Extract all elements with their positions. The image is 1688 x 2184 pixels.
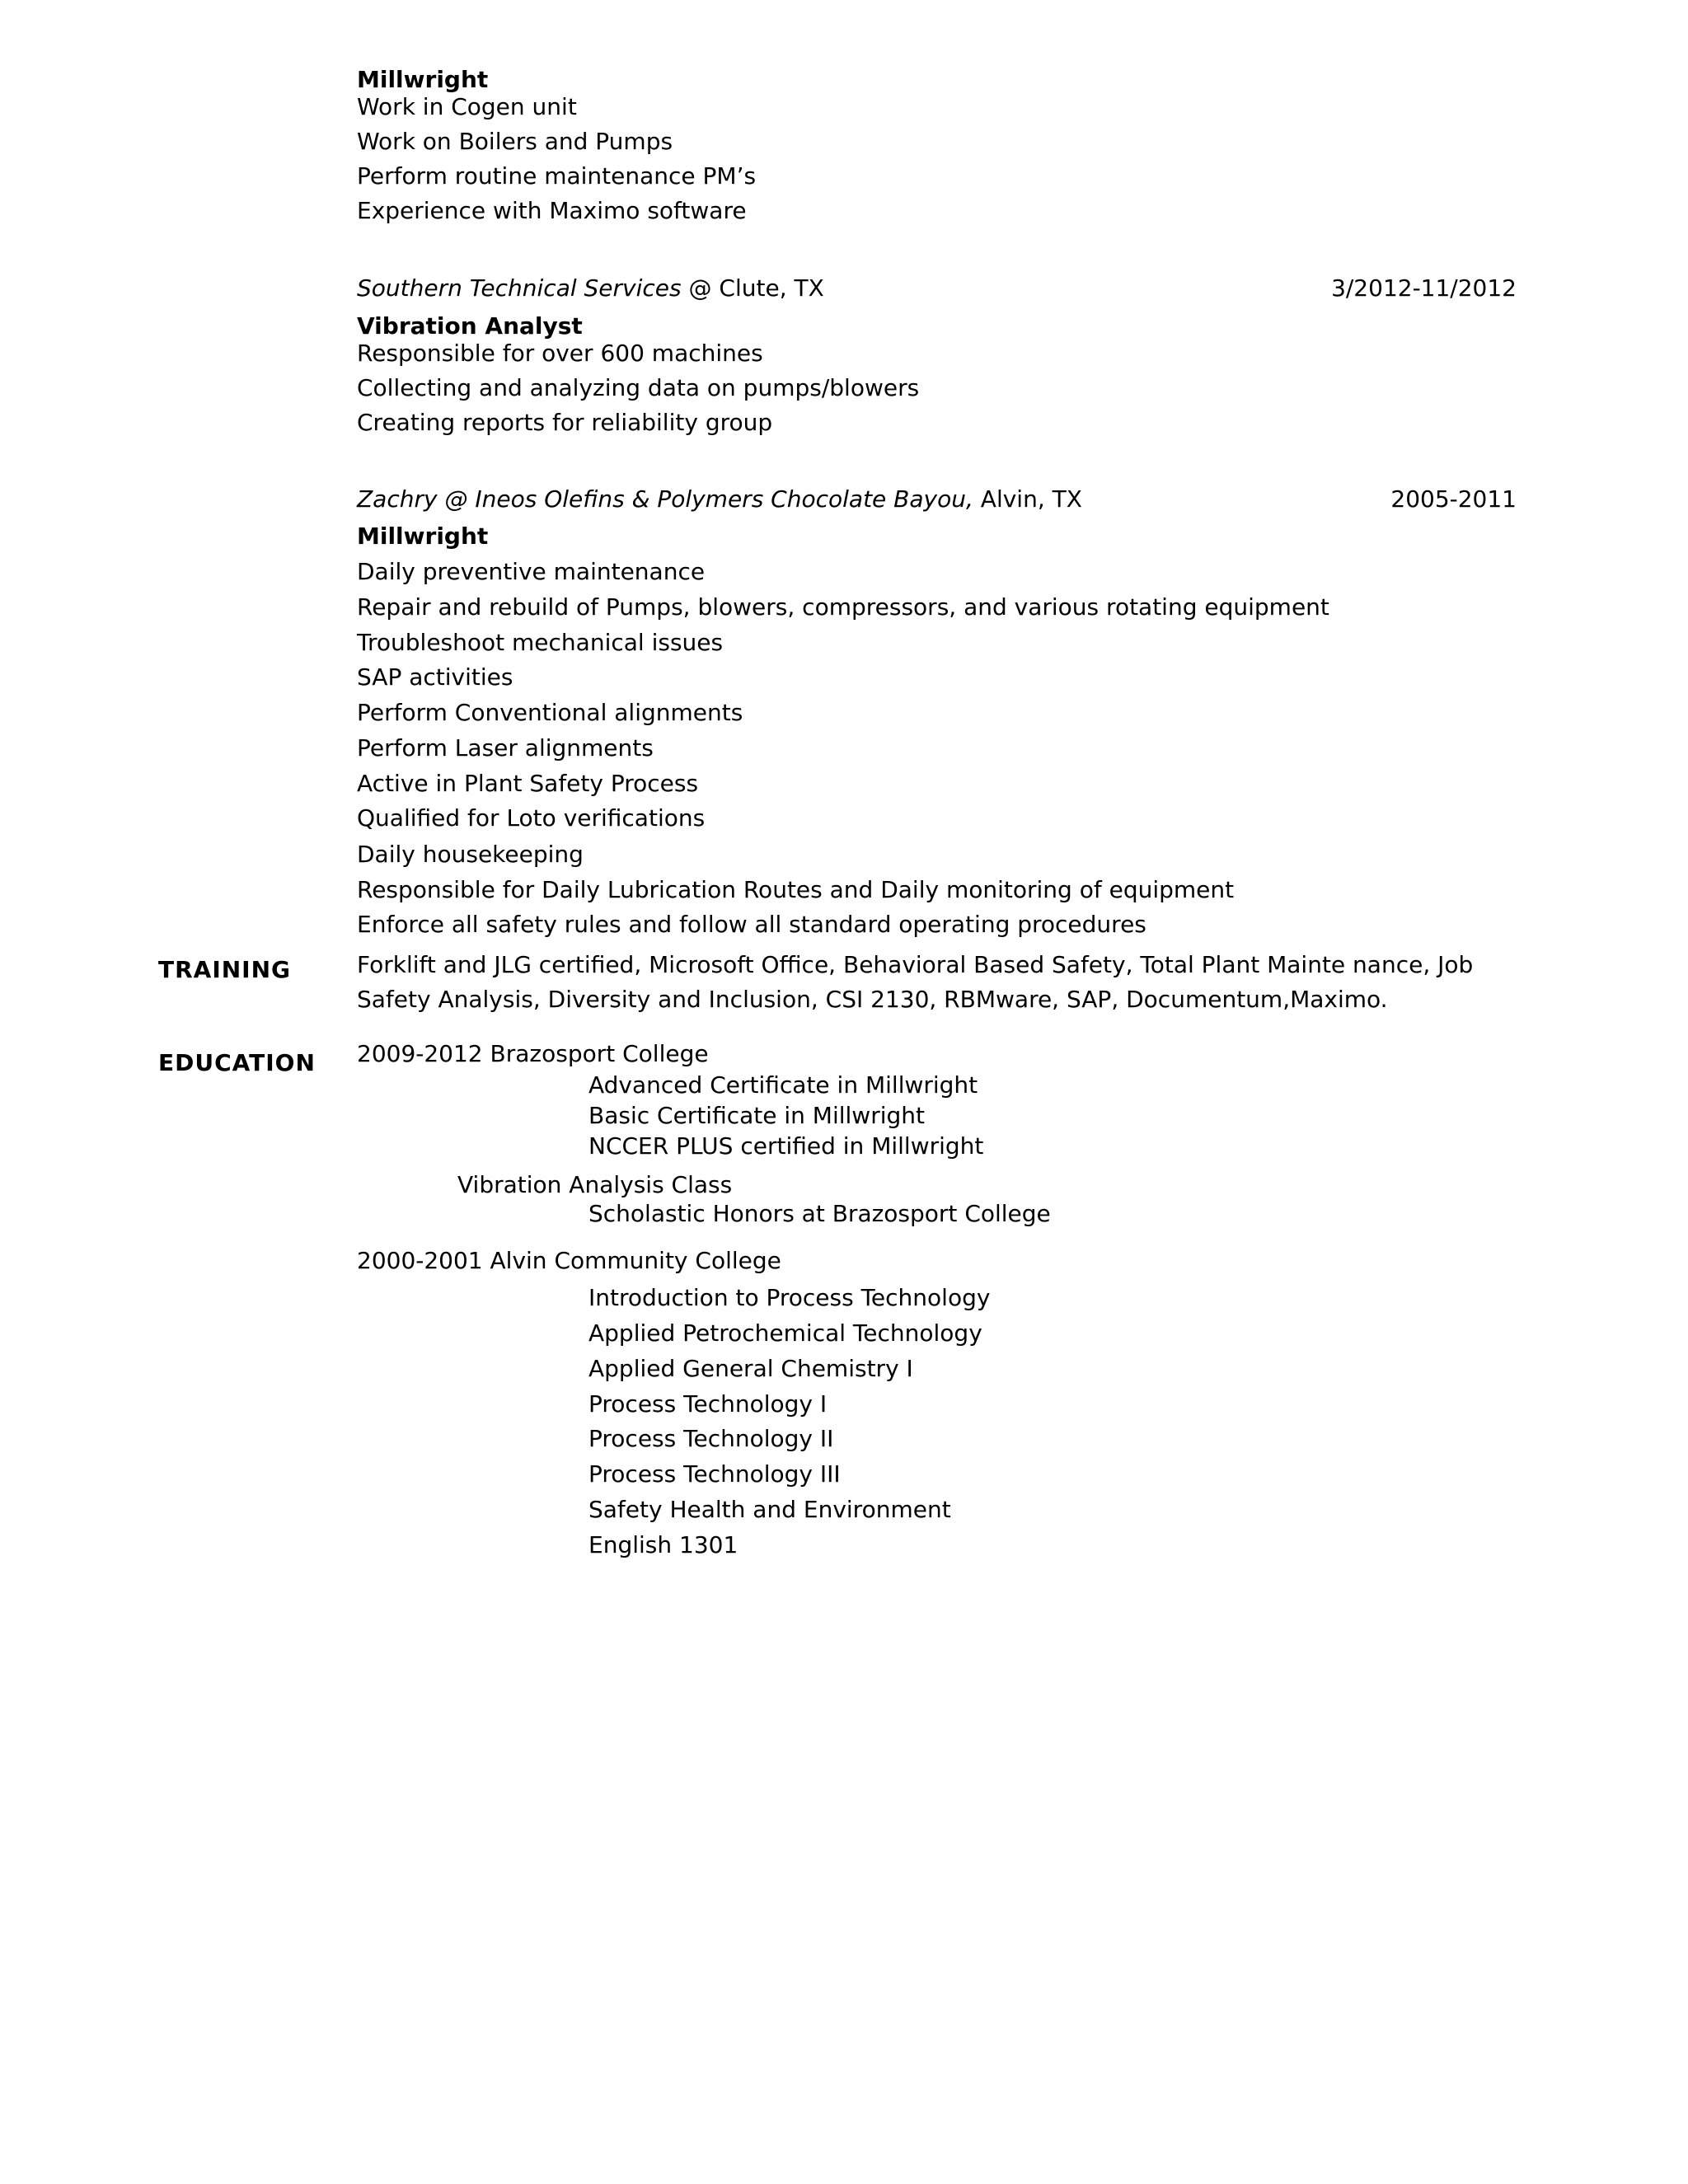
duty-item: Daily preventive maintenance xyxy=(357,558,706,585)
duty-item: Perform Conventional alignments xyxy=(357,699,743,726)
employer-line xyxy=(357,485,1082,513)
duty-item: Perform routine maintenance PM’s xyxy=(357,162,757,190)
education-item: Introduction to Process Technology xyxy=(588,1284,991,1311)
employer-location: Alvin, TX xyxy=(973,485,1082,513)
section-label-training: TRAINING xyxy=(158,956,292,983)
employer-line xyxy=(357,274,824,302)
education-item: Advanced Certificate in Millwright xyxy=(588,1071,978,1099)
training-text: Forklift and JLG certified, Microsoft Office, Behavioral Based Safety, Total Plant Mainte nance, Job Safety Analysis, Diversity and Inclusion, CSI 2130, RBMware, SAP, Documentum,Maximo. xyxy=(357,951,1474,1013)
education-item: Process Technology I xyxy=(588,1390,828,1418)
employer-location: @ Clute, TX xyxy=(681,274,824,302)
education-item: English 1301 xyxy=(588,1531,738,1558)
duty-item: Responsible for Daily Lubrication Routes and Daily monitoring of equipment xyxy=(357,876,1235,903)
education-item: Basic Certificate in Millwright xyxy=(588,1102,925,1129)
duty-item: Work in Cogen unit xyxy=(357,93,577,120)
job-title: Millwright xyxy=(357,523,489,550)
duty-item: Daily housekeeping xyxy=(357,841,584,868)
duty-item: Repair and rebuild of Pumps, blowers, compressors, and various rotating equipment xyxy=(357,593,1329,621)
duty-item: Experience with Maximo software xyxy=(357,197,747,224)
duty-item: Active in Plant Safety Process xyxy=(357,770,699,797)
duty-item: Perform Laser alignments xyxy=(357,734,654,762)
employer-name: Southern Technical Services xyxy=(357,274,682,302)
school-heading: 2009-2012 Brazosport College xyxy=(357,1040,709,1067)
duty-item: Work on Boilers and Pumps xyxy=(357,128,673,155)
education-item: Applied General Chemistry I xyxy=(588,1355,913,1382)
education-item: Safety Health and Environment xyxy=(588,1496,951,1523)
job-title: Millwright xyxy=(357,66,489,93)
duty-item: Enforce all safety rules and follow all standard operating procedures xyxy=(357,911,1146,938)
education-item: Scholastic Honors at Brazosport College xyxy=(588,1200,1051,1227)
duty-item: Troubleshoot mechanical issues xyxy=(357,629,724,656)
duty-item: Collecting and analyzing data on pumps/blowers xyxy=(357,374,920,401)
education-item: NCCER PLUS certified in Millwright xyxy=(588,1132,984,1160)
education-item: Applied Petrochemical Technology xyxy=(588,1319,982,1347)
duty-item: Qualified for Loto verifications xyxy=(357,804,706,832)
duty-item: Responsible for over 600 machines xyxy=(357,340,763,367)
school-heading: 2000-2001 Alvin Community College xyxy=(357,1247,781,1274)
education-subheading: Vibration Analysis Class xyxy=(457,1171,733,1198)
duty-item: SAP activities xyxy=(357,663,513,691)
employment-dates: 3/2012-11/2012 xyxy=(1331,274,1517,302)
employment-dates: 2005-2011 xyxy=(1390,485,1517,513)
employer-name: Zachry @ Ineos Olefins & Polymers Chocolate Bayou, xyxy=(357,485,973,513)
education-item: Process Technology III xyxy=(588,1460,841,1488)
job-title: Vibration Analyst xyxy=(357,312,583,340)
duty-item: Creating reports for reliability group xyxy=(357,409,773,436)
education-item: Process Technology II xyxy=(588,1425,834,1452)
section-label-education: EDUCATION xyxy=(158,1049,316,1076)
